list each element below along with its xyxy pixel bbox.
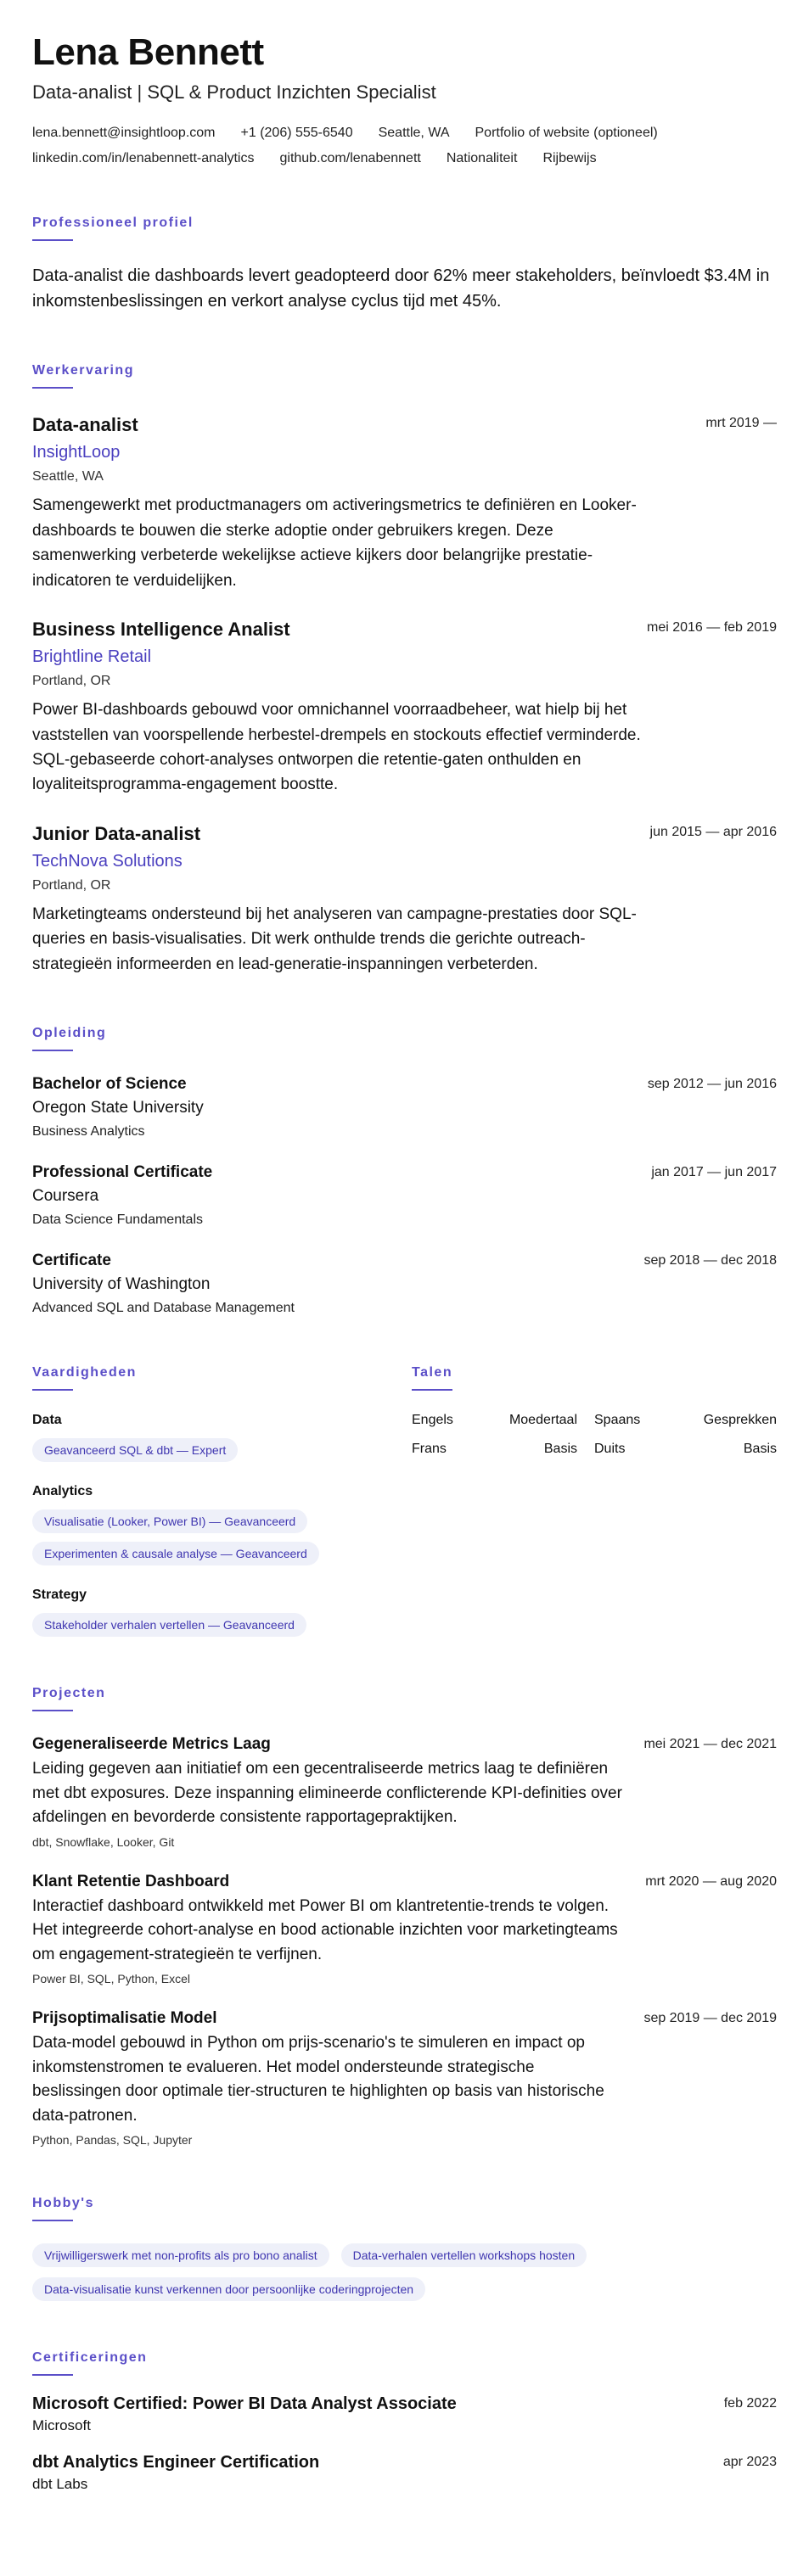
language-item	[412, 1442, 594, 1457]
project-date: sep 2019 — dec 2019	[643, 2011, 777, 2026]
job-location: Portland, OR	[32, 674, 111, 689]
project-title: Prijsoptimalisatie Model	[32, 2009, 217, 2028]
profile-section	[32, 216, 777, 314]
job-company: Brightline Retail	[32, 647, 152, 667]
language-level: Moedertaal	[508, 1413, 577, 1428]
section-divider	[32, 1389, 73, 1391]
job-location: Seattle, WA	[32, 469, 104, 484]
certification-name: dbt Analytics Engineer Certification	[32, 2453, 320, 2472]
contact-phone[interactable]: +1 (206) 555-6540	[240, 126, 353, 141]
language-name: Duits	[594, 1442, 626, 1457]
skill-category: Analytics	[32, 1484, 93, 1499]
project-tech: dbt, Snowflake, Looker, Git	[32, 1834, 175, 1849]
skill-chip: Geavanceerd SQL & dbt — Expert	[32, 1438, 238, 1462]
job-date: mei 2016 — feb 2019	[647, 620, 777, 636]
section-title: Werkervaring	[32, 363, 134, 378]
skill-category: Data	[32, 1413, 62, 1428]
skill-category: Strategy	[32, 1588, 87, 1603]
contact-linkedin[interactable]: linkedin.com/in/lenabennett-analytics	[32, 151, 255, 166]
job-description: Samengewerkt met productmanagers om activeringsmetrics te definiëren en Looker-dashboards te bouwen die sterke adoptie onder gebruikers kregen. Deze samenwerking verbeterde wekelijkse actieve kijkers door belangrijke prestatie-indicatoren te verduidelijken.	[32, 496, 637, 590]
education-field: Business Analytics	[32, 1124, 145, 1140]
section-divider	[32, 387, 73, 389]
job-date: mrt 2019 —	[705, 416, 777, 431]
contact-list	[32, 126, 777, 166]
skill-chip: Stakeholder verhalen vertellen — Geavanceerd	[32, 1613, 306, 1637]
education-date: sep 2012 — jun 2016	[647, 1077, 777, 1092]
skills-section	[32, 1365, 412, 1637]
section-title: Vaardigheden	[32, 1365, 137, 1380]
section-title: Hobby's	[32, 2196, 94, 2211]
education-field: Advanced SQL and Database Management	[32, 1301, 295, 1316]
section-title: Professioneel profiel	[32, 216, 194, 231]
language-name: Spaans	[594, 1413, 641, 1428]
certification-date: feb 2022	[723, 2396, 777, 2411]
education-section	[32, 1026, 777, 1316]
job-title: Business Intelligence Analist	[32, 619, 290, 641]
skill-chip: Visualisatie (Looker, Power BI) — Geavanceerd	[32, 1509, 307, 1533]
section-title: Talen	[412, 1365, 453, 1380]
education-school: University of Washington	[32, 1275, 211, 1294]
contact-nationality: Nationaliteit	[446, 151, 518, 166]
job-description: Power BI-dashboards gebouwd voor omnichannel voorraadbeheer, wat hielp bij het vaststellen van voorspellende herbestel-drempels en stockouts effectief verminderde. SQL-gebaseerde cohort-analyses ontworpen die retentie-gaten onthulden en loyaliteitsprogramma-engagement boostte.	[32, 701, 641, 794]
section-divider	[32, 2220, 73, 2221]
project-description: Data-model gebouwd in Python om prijs-scenario's te simuleren en impact op inkomstenstromen te evalueren. Het model ondersteunde strategische beslissingen door optimale tier-structuren te highlighten op basis van historische data-patronen.	[32, 2034, 604, 2125]
skill-chip: Experimenten & causale analyse — Geavanceerd	[32, 1542, 319, 1565]
project-tech: Python, Pandas, SQL, Jupyter	[32, 2133, 193, 2148]
language-item	[594, 1442, 777, 1457]
hobby-chip: Data-verhalen vertellen workshops hosten	[341, 2243, 587, 2267]
project-entry	[32, 2009, 777, 2147]
candidate-name: Lena Bennett	[32, 31, 264, 73]
languages-section	[412, 1365, 777, 1637]
certification-issuer: dbt Labs	[32, 2476, 88, 2493]
skill-group	[32, 1484, 412, 1565]
section-divider	[32, 1710, 73, 1711]
section-title: Certificeringen	[32, 2350, 148, 2366]
job-company: TechNova Solutions	[32, 851, 183, 871]
education-entry	[32, 1252, 777, 1316]
project-description: Interactief dashboard ontwikkeld met Power BI om klantretentie-trends te volgen. Het integreerde cohort-analyse en bood actionable inzichten voor marketingteams om engagement-strategieën te verfijnen.	[32, 1896, 618, 1963]
language-level: Gesprekken	[703, 1413, 777, 1428]
job-entry	[32, 619, 777, 798]
certification-date: apr 2023	[722, 2455, 777, 2470]
education-date: sep 2018 — dec 2018	[643, 1253, 777, 1268]
skill-group	[32, 1588, 412, 1637]
language-level: Basis	[543, 1442, 577, 1457]
skills-languages-row	[32, 1365, 777, 1637]
project-title: Gegeneraliseerde Metrics Laag	[32, 1735, 271, 1754]
project-title: Klant Retentie Dashboard	[32, 1872, 230, 1890]
certification-issuer: Microsoft	[32, 2417, 91, 2434]
education-degree: Certificate	[32, 1252, 111, 1270]
education-degree: Professional Certificate	[32, 1163, 213, 1182]
section-divider	[32, 2374, 73, 2376]
certification-name: Microsoft Certified: Power BI Data Analyst Associate	[32, 2394, 457, 2414]
language-name: Frans	[412, 1442, 447, 1457]
language-item	[412, 1413, 594, 1428]
education-degree: Bachelor of Science	[32, 1075, 187, 1094]
section-divider	[32, 239, 73, 241]
project-description: Leiding gegeven aan initiatief om een gecentraliseerde metrics laag te definiëren met dbt exposures. Deze inspanning elimineerde conflicterende KPI-definities over afdelingen en bevorderde consistente rapportagepraktijken.	[32, 1760, 622, 1827]
language-item	[594, 1413, 777, 1428]
hobby-chip: Vrijwilligerswerk met non-profits als pro bono analist	[32, 2243, 329, 2267]
job-title: Data-analist	[32, 414, 138, 436]
project-tech: Power BI, SQL, Python, Excel	[32, 1972, 190, 1986]
language-level: Basis	[743, 1442, 777, 1457]
hobby-chip: Data-visualisatie kunst verkennen door persoonlijke coderingprojecten	[32, 2277, 425, 2301]
section-divider	[32, 1050, 73, 1051]
job-location: Portland, OR	[32, 877, 111, 893]
certifications-section	[32, 2350, 777, 2493]
contact-portfolio[interactable]: Portfolio of website (optioneel)	[475, 126, 658, 141]
profile-summary: Data-analist die dashboards levert geadopteerd door 62% meer stakeholders, beïnvloedt $3.4M in inkomstenbeslissingen en verkort analyse cyclus tijd met 45%.	[32, 266, 770, 311]
project-date: mei 2021 — dec 2021	[643, 1737, 777, 1752]
projects-section	[32, 1686, 777, 2147]
language-name: Engels	[412, 1413, 453, 1428]
education-entry	[32, 1075, 777, 1140]
education-date: jan 2017 — jun 2017	[651, 1165, 777, 1180]
section-divider	[412, 1389, 452, 1391]
hobby-list	[32, 2243, 728, 2301]
certification-entry	[32, 2394, 777, 2434]
headline: Data-analist | SQL & Product Inzichten Specialist	[32, 81, 436, 104]
contact-drivers-license: Rijbewijs	[542, 151, 597, 166]
language-list	[412, 1413, 777, 1457]
education-school: Oregon State University	[32, 1099, 204, 1117]
job-entry	[32, 823, 777, 977]
skill-group	[32, 1413, 412, 1462]
contact-location: Seattle, WA	[378, 126, 450, 141]
contact-email[interactable]: lena.bennett@insightloop.com	[32, 126, 216, 141]
job-description: Marketingteams ondersteund bij het analyseren van campagne-prestaties door SQL-queries en basis-visualisaties. Dit werk onthulde trends die gerichte outreach-strategieën informeerden en lead-generatie-inspanningen verbeterden.	[32, 904, 637, 973]
project-date: mrt 2020 — aug 2020	[645, 1873, 777, 1889]
job-company: InsightLoop	[32, 443, 121, 462]
section-title: Projecten	[32, 1686, 106, 1701]
hobbies-section	[32, 2196, 777, 2301]
project-entry	[32, 1873, 777, 1986]
resume-header	[32, 32, 777, 166]
section-title: Opleiding	[32, 1026, 107, 1041]
job-entry	[32, 414, 777, 593]
experience-section	[32, 363, 777, 977]
education-field: Data Science Fundamentals	[32, 1212, 203, 1228]
education-entry	[32, 1163, 777, 1228]
education-school: Coursera	[32, 1187, 99, 1206]
project-entry	[32, 1735, 777, 1849]
contact-github[interactable]: github.com/lenabennett	[279, 151, 421, 166]
job-title: Junior Data-analist	[32, 822, 201, 844]
certification-entry	[32, 2453, 777, 2493]
job-date: jun 2015 — apr 2016	[649, 824, 777, 839]
